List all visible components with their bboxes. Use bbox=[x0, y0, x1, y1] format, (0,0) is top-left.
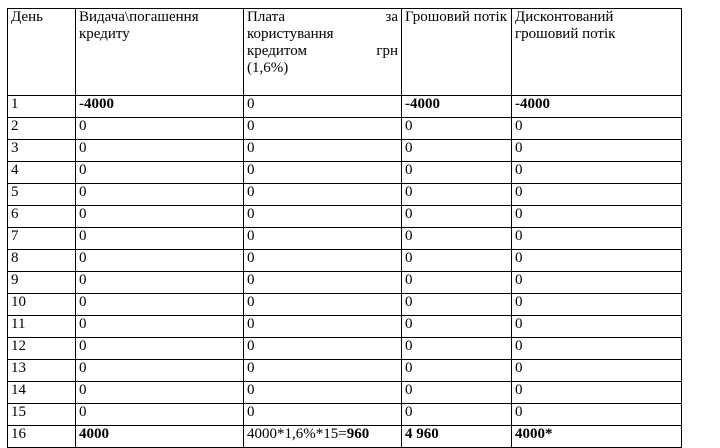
table-row bbox=[8, 118, 682, 140]
cell-cash-value: -4000 bbox=[405, 96, 440, 112]
cell-loan bbox=[76, 426, 244, 448]
cell-day: 4 bbox=[8, 162, 76, 184]
cell-loan: 0 bbox=[76, 184, 244, 206]
cell-fee: 0 bbox=[244, 272, 402, 294]
cell-disc-value: -4000 bbox=[515, 96, 550, 112]
table-row bbox=[8, 294, 682, 316]
header-fee-word-hrn: грн bbox=[376, 43, 398, 59]
table-row bbox=[8, 96, 682, 118]
cell-loan-value: -4000 bbox=[79, 96, 114, 112]
cell-loan: 0 bbox=[76, 250, 244, 272]
cell-cash bbox=[402, 426, 512, 448]
table-row bbox=[8, 162, 682, 184]
cell-loan: 0 bbox=[76, 140, 244, 162]
cell-disc: 0 bbox=[512, 338, 682, 360]
cell-day: 8 bbox=[8, 250, 76, 272]
cell-fee: 0 bbox=[244, 206, 402, 228]
cell-disc: 0 bbox=[512, 162, 682, 184]
header-fee-line3 bbox=[247, 43, 398, 60]
cell-cash: 0 bbox=[402, 338, 512, 360]
cell-disc: 0 bbox=[512, 294, 682, 316]
header-loan-text: Видача\погашення кредиту bbox=[79, 9, 199, 42]
cell-cash bbox=[402, 96, 512, 118]
cell-day: 16 bbox=[8, 426, 76, 448]
cell-disc: 0 bbox=[512, 118, 682, 140]
header-loan bbox=[76, 9, 244, 96]
cell-cash: 0 bbox=[402, 206, 512, 228]
cell-disc: 0 bbox=[512, 272, 682, 294]
cell-fee: 0 bbox=[244, 250, 402, 272]
header-cash-text: Грошовий потік bbox=[405, 9, 508, 25]
cell-day: 15 bbox=[8, 404, 76, 426]
cell-fee: 0 bbox=[244, 184, 402, 206]
cell-day: 3 bbox=[8, 140, 76, 162]
cell-fee: 0 bbox=[244, 316, 402, 338]
table-row bbox=[8, 404, 682, 426]
header-disc bbox=[512, 9, 682, 96]
cell-disc: 0 bbox=[512, 316, 682, 338]
cell-disc bbox=[512, 96, 682, 118]
cell-loan: 0 bbox=[76, 228, 244, 250]
table-row bbox=[8, 316, 682, 338]
cell-day: 11 bbox=[8, 316, 76, 338]
table-row bbox=[8, 272, 682, 294]
table-row bbox=[8, 250, 682, 272]
cell-cash: 0 bbox=[402, 162, 512, 184]
cell-fee: 0 bbox=[244, 360, 402, 382]
cell-disc: 0 bbox=[512, 382, 682, 404]
cell-fee: 0 bbox=[244, 140, 402, 162]
header-day-text: День bbox=[11, 9, 43, 25]
cell-cash: 0 bbox=[402, 140, 512, 162]
cell-loan: 0 bbox=[76, 272, 244, 294]
cell-day: 14 bbox=[8, 382, 76, 404]
cell-day: 12 bbox=[8, 338, 76, 360]
header-fee-word-plata: Плата bbox=[247, 9, 285, 25]
cell-fee: 0 bbox=[244, 404, 402, 426]
cell-fee: 0 bbox=[244, 338, 402, 360]
header-cash bbox=[402, 9, 512, 96]
header-fee-line4: (1,6%) bbox=[247, 60, 289, 76]
cell-fee: 0 bbox=[244, 162, 402, 184]
cell-fee: 0 bbox=[244, 382, 402, 404]
cell-cash: 0 bbox=[402, 184, 512, 206]
table-row bbox=[8, 140, 682, 162]
cell-day: 7 bbox=[8, 228, 76, 250]
cell-disc: 0 bbox=[512, 140, 682, 162]
cell-cash-value: 4 960 bbox=[405, 426, 439, 442]
cell-cash: 0 bbox=[402, 404, 512, 426]
header-disc-text: Дисконтований грошовий потік bbox=[515, 9, 616, 42]
cell-day: 10 bbox=[8, 294, 76, 316]
cell-disc: 0 bbox=[512, 360, 682, 382]
table-row bbox=[8, 360, 682, 382]
cell-fee-formula: 4000*1,6%*15= bbox=[247, 426, 347, 442]
cell-fee: 0 bbox=[244, 118, 402, 140]
cell-loan: 0 bbox=[76, 118, 244, 140]
cell-loan: 0 bbox=[76, 338, 244, 360]
cell-cash: 0 bbox=[402, 360, 512, 382]
table-row bbox=[8, 228, 682, 250]
table-row bbox=[8, 338, 682, 360]
cell-cash: 0 bbox=[402, 272, 512, 294]
cell-loan: 0 bbox=[76, 382, 244, 404]
cell-disc bbox=[512, 426, 682, 448]
header-day bbox=[8, 9, 76, 96]
table-row-last bbox=[8, 426, 682, 448]
cell-fee-result: 960 bbox=[346, 426, 370, 442]
header-fee-line2: користування bbox=[247, 26, 334, 42]
cell-loan: 0 bbox=[76, 360, 244, 382]
cell-cash: 0 bbox=[402, 250, 512, 272]
cell-loan: 0 bbox=[76, 316, 244, 338]
header-row bbox=[8, 9, 682, 96]
cash-flow-table bbox=[7, 8, 682, 448]
table-row bbox=[8, 206, 682, 228]
header-fee bbox=[244, 9, 402, 96]
cell-loan: 0 bbox=[76, 404, 244, 426]
cell-fee: 0 bbox=[244, 228, 402, 250]
cell-loan: 0 bbox=[76, 206, 244, 228]
cell-disc-value: 4000* bbox=[515, 426, 553, 442]
cell-disc: 0 bbox=[512, 228, 682, 250]
header-fee-word-za: за bbox=[385, 9, 398, 25]
cell-fee bbox=[244, 426, 402, 448]
cell-day: 1 bbox=[8, 96, 76, 118]
cell-fee: 0 bbox=[244, 96, 402, 118]
header-fee-line1 bbox=[247, 9, 398, 26]
cell-cash: 0 bbox=[402, 294, 512, 316]
cell-day: 9 bbox=[8, 272, 76, 294]
cell-day: 5 bbox=[8, 184, 76, 206]
cell-fee: 0 bbox=[244, 294, 402, 316]
cell-loan bbox=[76, 96, 244, 118]
cell-loan: 0 bbox=[76, 162, 244, 184]
cell-loan: 0 bbox=[76, 294, 244, 316]
cell-disc: 0 bbox=[512, 404, 682, 426]
cell-cash: 0 bbox=[402, 228, 512, 250]
table-row bbox=[8, 184, 682, 206]
cell-day: 2 bbox=[8, 118, 76, 140]
cell-cash: 0 bbox=[402, 316, 512, 338]
cell-disc: 0 bbox=[512, 250, 682, 272]
cell-disc: 0 bbox=[512, 206, 682, 228]
cell-cash: 0 bbox=[402, 118, 512, 140]
cell-loan-value: 4000 bbox=[79, 426, 109, 442]
cell-disc: 0 bbox=[512, 184, 682, 206]
cell-cash: 0 bbox=[402, 382, 512, 404]
cell-day: 6 bbox=[8, 206, 76, 228]
cell-day: 13 bbox=[8, 360, 76, 382]
table-row bbox=[8, 382, 682, 404]
header-fee-word-kredytom: кредитом bbox=[247, 43, 307, 59]
